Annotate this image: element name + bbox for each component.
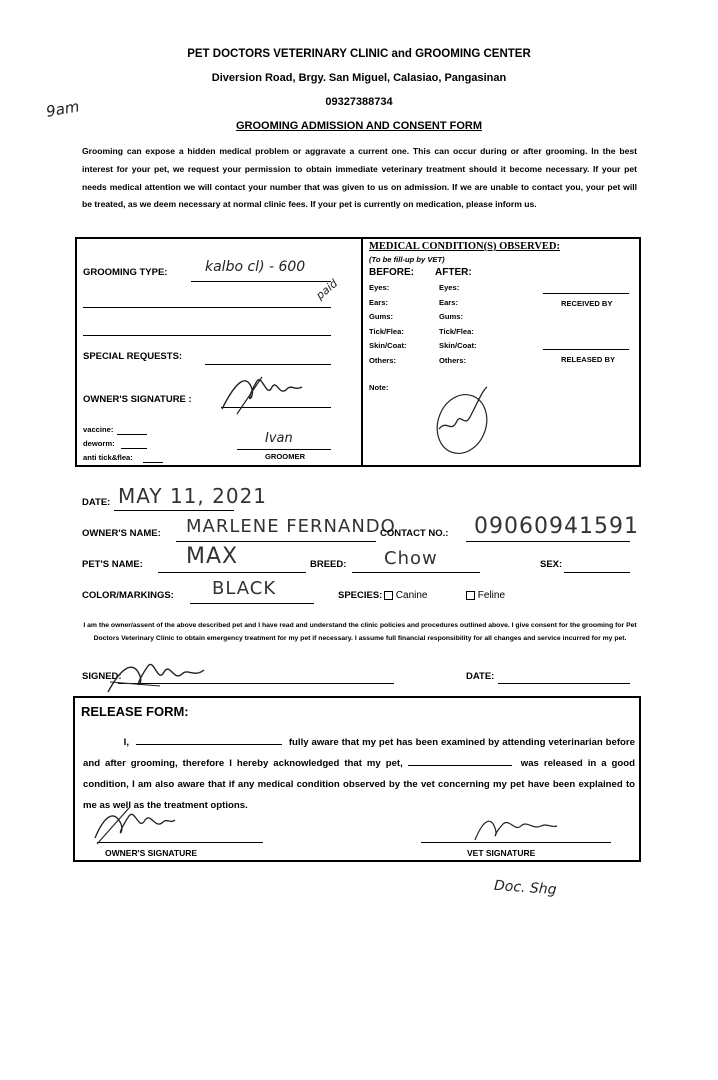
contact-label: CONTACT NO.: (380, 528, 449, 539)
date2-line (498, 683, 630, 684)
feline-label: Feline (477, 590, 506, 601)
released-by-line (543, 349, 629, 350)
grooming-type-label: GROOMING TYPE: (83, 267, 168, 278)
color-line (190, 603, 314, 604)
special-requests-label: SPECIAL REQUESTS: (83, 351, 183, 362)
sex-line (564, 572, 630, 573)
owner-sig-label: OWNER'S SIGNATURE (105, 848, 198, 858)
after-list (439, 283, 477, 370)
release-name-blank (136, 734, 282, 745)
species-label: SPECIES: (338, 590, 383, 601)
owner-name-line (176, 541, 376, 542)
owner-name-label: OWNER'S NAME: (82, 528, 161, 539)
clinic-address: Diversion Road, Brgy. San Miguel, Calasiao, Pangasinan (211, 72, 507, 84)
grooming-extra-line-1 (83, 307, 331, 308)
species-canine[interactable] (384, 590, 427, 601)
before-list (369, 283, 407, 370)
after-skincoat: Skin/Coat: (439, 341, 477, 350)
breed-label: BREED: (310, 559, 347, 570)
vaccine-line (117, 434, 147, 435)
species-feline[interactable] (466, 590, 505, 601)
medical-subtitle: (To be fill-up by VET) (369, 255, 445, 264)
before-others: Others: (369, 355, 397, 365)
date-value: MAY 11, 2021 (118, 484, 268, 508)
date2-label: DATE: (466, 671, 495, 682)
release-pet-blank (408, 755, 512, 766)
breed-value: Chow (384, 548, 438, 569)
before-skincoat: Skin/Coat: (369, 341, 407, 350)
contact-line (466, 541, 630, 542)
footer-note: Doc. Shg (493, 877, 558, 899)
antitick-line (143, 462, 163, 463)
before-gums: Gums: (369, 312, 394, 321)
deworm-line (121, 448, 147, 449)
vaccine-label: vaccine: (83, 425, 114, 434)
vet-sig-label: VET SIGNATURE (467, 848, 536, 858)
before-label: BEFORE: (369, 267, 414, 278)
canine-label: Canine (395, 590, 428, 601)
margin-note: 9am (44, 97, 81, 121)
note-label: Note: (369, 383, 389, 392)
received-by-line (543, 293, 629, 294)
vet-sig-scribble (469, 810, 559, 846)
owner-signature-label: OWNER'S SIGNATURE : (83, 394, 192, 405)
column-divider (361, 239, 363, 465)
grooming-type-line (191, 281, 331, 282)
medical-title: MEDICAL CONDITION(S) OBSERVED: (369, 241, 560, 252)
grooming-extra-line-2 (83, 335, 331, 336)
before-ears: Ears: (369, 297, 388, 307)
grooming-medical-box (75, 237, 641, 467)
clinic-phone: 09327388734 (325, 96, 393, 108)
contact-value: 09060941591 (474, 514, 639, 539)
groomer-name: Ivan (265, 431, 293, 446)
grooming-type-value: kalbo cl) - 600 (205, 259, 306, 275)
released-by-label: RELEASED BY (561, 355, 616, 364)
date-label: DATE: (82, 497, 111, 508)
pet-name-line (158, 572, 306, 573)
breed-line (352, 572, 480, 573)
groomer-line (237, 449, 331, 450)
received-by-label: RECEIVED BY (561, 299, 613, 308)
clinic-name: PET DOCTORS VETERINARY CLINIC and GROOMING CENTER (187, 48, 531, 60)
release-form-box (73, 696, 641, 862)
grooming-type-note: paid (313, 276, 341, 303)
color-label: COLOR/MARKINGS: (82, 590, 174, 601)
before-tickflea: Tick/Flea: (369, 326, 404, 336)
release-text-2: was released in a good condition, I am also aware that if any medical condition observed by the vet concerning my pet have been explained to me as well as the treatment options. (83, 758, 635, 811)
sex-label: SEX: (540, 559, 563, 570)
vet-note-scribble (427, 379, 497, 459)
signed-scribble (100, 652, 210, 700)
date-line (114, 510, 234, 511)
feline-checkbox[interactable] (466, 591, 475, 600)
deworm-label: deworm: (83, 439, 115, 448)
owner-signature-scribble (217, 369, 307, 419)
pet-name-label: PET'S NAME: (82, 559, 143, 570)
intro-paragraph: Grooming can expose a hidden medical problem or aggravate a current one. This can occur during or after grooming. In the best interest for your pet, we request your permission to obtain immediate veterinary treatment should it become necessary. If your pet needs medical attention we will contact your number that was given to us on admission. If we are unable to contact you, your pet will be treated, as we deem necessary at normal clinic fees. If your pet is currently on medication, please inform us. (82, 146, 637, 210)
owner-name-value: MARLENE FERNANDO (186, 516, 396, 537)
antitick-label: anti tick&flea: (83, 453, 133, 462)
before-eyes: Eyes: (369, 283, 390, 292)
after-others: Others: (439, 355, 467, 365)
release-owner-scribble (89, 802, 179, 848)
release-i: I, (123, 737, 129, 748)
after-gums: Gums: (439, 312, 464, 321)
color-value: BLACK (212, 578, 277, 599)
groomer-label: GROOMER (265, 452, 306, 461)
form-title: GROOMING ADMISSION AND CONSENT FORM (235, 120, 483, 132)
special-requests-line (205, 364, 331, 365)
signed-label: SIGNED: (82, 671, 122, 682)
release-text-1: fully aware that my pet has been examined by attending veterinarian before and after grooming, therefore I hereby acknowledged that my pet, (83, 737, 635, 769)
after-tickflea: Tick/Flea: (439, 326, 474, 336)
after-label: AFTER: (435, 267, 472, 278)
pet-name-value: MAX (186, 544, 239, 569)
after-ears: Ears: (439, 297, 458, 307)
release-title: RELEASE FORM: (81, 704, 189, 719)
after-eyes: Eyes: (439, 283, 460, 292)
consent-paragraph: I am the owner/assent of the above described pet and I have read and understand the clinic policies and procedures outlined above. I give consent for the grooming for Pet Doctors Veterinary Clinic to obtain emergency treatment for my pet if necessary. I assume full financial responsibility for all changes and service incurred for my pet. (83, 622, 637, 642)
canine-checkbox[interactable] (384, 591, 393, 600)
